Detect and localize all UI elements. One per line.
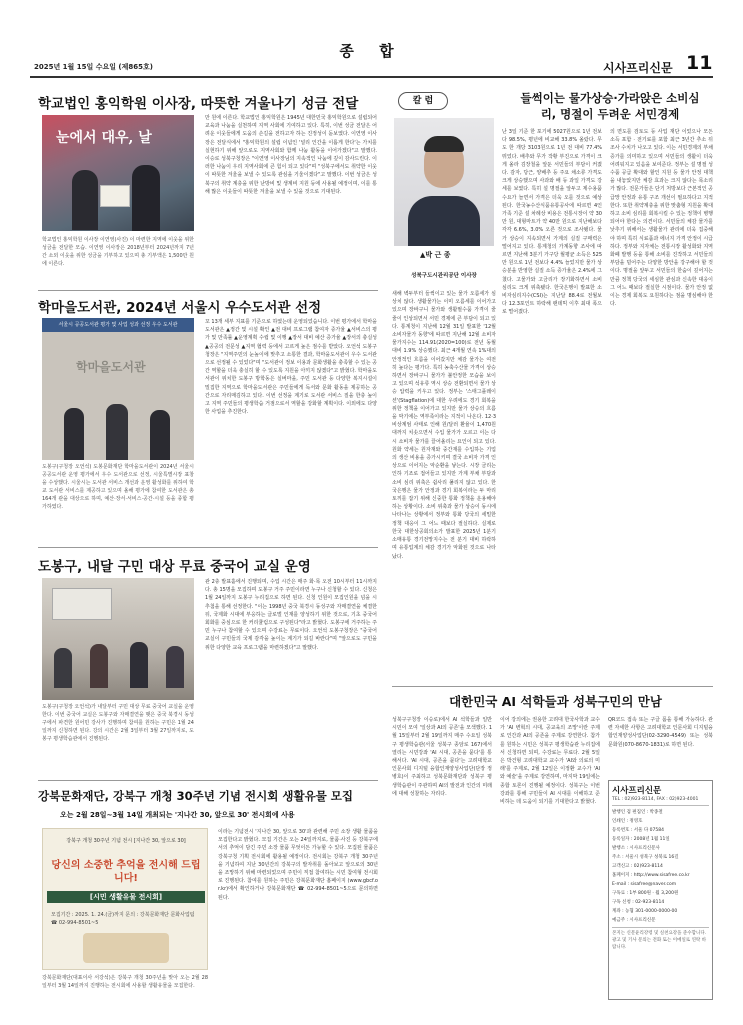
- person-figure: [132, 165, 160, 231]
- imprint-line: 계좌 : 농협 301-0000-0000-00: [612, 909, 678, 914]
- article6-body-1: 성북구구청장 이승로)에서 AI 석학들과 일반 시민이 모여 '일상과 AI의 공존'을 모색했다. 1월 15일부터 2월 19일까지 매주 수요일 성북구 평생학습관(서울 성북구 종암로 167)에서 열리는 시민강좌 'AI 시대, 공존을 묻다'를 통해서다. 'AI 시대, 공존을 묻다'는 고려대학교 인문사회 디지털 융합인재양성사업단(단장 정병호)이 주최하고 성북문화재단과 성북구 평생학습관이 주관하며 AI의 발전과 인간의 미래에 대해 성찰하는 자리다.: [392, 717, 492, 797]
- article4-body: 이라는 기념전시 '지나간 30, 앞으로 30'과 관련해 주민 소장 생활 물품을 모집한다고 밝혔다. 모집 기간은 오는 24일까지로, 물품·사진 등 강북구에서의 추억이 담긴 주민 소장 물품 무엇이든 가능할 수 있다. 모집된 물품은 강북구청 기획 전시회에 활용될 예정이다. 전시회는 강북구 개청 30주년을 기념하여 지난 30년간의 강북구의 발자취를 돌아보고 앞으로의 30년을 조망하기 위해 마련되었으며 주민이 직접 참여하는 시민 참여형 전시회로 진행된다. 참여를 원하는 주민은 강북문화재단 홈페이지 (www.gbcf.or.kr)에서 확인하거나 강북문화재단 ☎ 02-994-8501~5으로 문의하면 된다.: [218, 829, 378, 901]
- divider: [38, 780, 378, 781]
- classroom-screen: [52, 588, 112, 620]
- imprint-rule: [612, 927, 709, 928]
- imprint-line: 주소 : 서울시 성북구 성북로 16길: [612, 855, 679, 860]
- person-figure: [106, 404, 128, 460]
- article2-headline: 학마을도서관, 2024년 서울시 우수도서관 선정: [38, 300, 322, 316]
- article3-body: 관 2층 발표홀에서 진행되며, 수업 시간은 매주 화·목 오전 10시부터 11시까지다. 총 15명을 모집하며 도봉구 거주 주민이라면 누구나 신청할 수 있다. 신청은 1월 24일까지 도봉구 누리집으로 하면 된다. 신청 인원이 모집인원을 넘을 시 추첨을 통해 선정한다. "이는 1998년 중국 북경시 동성구와 자매결연을 체결한 뒤, 국제화 시대에 부응하는 글로벌 인재를 양성하기 위한 것으로, 기초 중국어 회화를 중심으로 한 커리큘럼으로 구성된다"라고 밝혔다. 도봉구에 거주하는 주민 누구나 참여할 수 있으며 수강료는 무료이다. 오언석 도봉구청장은 "중국어 교실이 구민들의 국제 감각을 높이는 계기가 되길 바란다"며 "앞으로도 구민을 위한 다양한 교육 프로그램을 마련하겠다"고 말했다.: [205, 579, 377, 651]
- paper-name: 시사프리신문: [603, 61, 673, 75]
- article2-body: 꼬 13개 세부 지표를 기준으로 하였는데 운영되었습니다. 이번 평가에서 학마을도서관은 ▲정간 및 시설 확인 ▲전 대비 프로그램 참여자 증가율 ▲서비스의 평가 및 만족률 ▲운영계획 수립 및 이행 ▲장서 대비 예산 증가율 ▲장서의 충실성 ▲공공의 전문성 ▲지역 협력 등에서 고르게 높은 점수를 받았다. 오언석 도봉구청장은 "지역주민의 눈높이에 맞추고 소통한 결과, 학마을도서관이 우수 도서관으로 선정될 수 있었다"며 "도서관이 정보 이용과 문화생활을 충족할 수 있는 공간 역할을 더욱 충실히 할 수 있도록 지원을 아끼지 않겠다"고 밝혔다. 학마을도서관이 위치한 도봉구 방학동은 실버마을, 주민 도서관 등 다양한 복지시설이 밀집한 지역으로 학마을도서관은 주민들에게 독서와 문화 활동을 제공하는 공간으로 자리매김하고 있다. 이번 선정을 계기로 도서관 서비스 질을 한층 높이고 지역 주민들의 평생학습 거점으로서 역할을 강화할 계획이다. 이외에도 다양한 사업을 추진한다.: [205, 319, 377, 416]
- article1-photo-banner: 눈에서 대우, 날: [56, 130, 152, 146]
- imprint-contact: TEL : 02)923-8114, FAX : 02)923-4001: [612, 797, 699, 802]
- author-hair: [424, 136, 464, 152]
- article5-body-left: 난 3일 기준 한 포기에 5027원으로 1년 전보다 98.5%, 평년에 비교해 33.8% 올랐다. 무도 한 개당 3103원으로 1년 전 대비 77.4% 뛰었다. 배추와 무가 작황 부진으로 가격이 크게 올라 김장철을 앞둔 서민들의 부담이 커졌다. 감자, 당근, 양배추 등 주요 채소류 가격도 크게 상승했으며 사과와 배 등 과일 가격도 강세를 보였다. 특히 설 명절을 앞두고 제수용품 수요가 늘면서 가격은 더욱 오를 것으로 예상된다. 한국농수산식품유통공사에 따르면 4인 가족 기준 설 차례상 비용은 전통시장이 약 30만 원, 대형마트가 약 40만 원으로 지난해보다 각각 6.6%, 3.0% 오른 것으로 조사됐다. 물가 상승이 지속되면서 가계의 실질 구매력은 떨어지고 있다. 통계청의 가계동향 조사에 따르면 지난해 3분기 가구당 월평균 소득은 525만 원으로 1년 전보다 4.4% 늘었지만 물가 상승분을 반영한 실질 소득 증가율은 2.4%에 그쳤다. 고물가와 고금리가 장기화하면서 소비 심리도 크게 위축됐다. 한국은행이 발표한 소비자심리지수(CSI)는 지난달 88.4로 전월보다 12.3포인트 하락해 팬데믹 이후 최대 폭으로 떨어졌다.: [502, 129, 602, 316]
- imprint-line: 발행소 : 시사프리신문사: [612, 846, 660, 851]
- student-figure: [54, 648, 72, 688]
- article1-body: 만 원에 이른다. 학교법인 홍익학원은 1945년 대한민국 홍익학원으로 설립되어 교육과 나눔을 실천하며 지역 사회에 기여하고 있다. 특히, 이번 성금 전달은 어려운 이웃들에게 도움의 손길을 전하고자 하는 진정성이 돋보였다. 이연영 이사장은 전달식에서 "홍익학원의 설립 이념인 '널리 인간을 이롭게 한다'는 가치를 실현하기 위해 앞으로도 지역사회와 함께 나눔 활동을 이어가겠다"고 말했다. 이승로 성북구청장은 "이연영 이사장님의 지속적인 나눔에 깊이 감사드린다. 이러한 나눔이 우리 지역사회에 큰 힘이 되고 있다"며 "성북구에서도 취약한 이웃이 따뜻한 겨울을 보낼 수 있도록 관심을 기울이겠다"고 말했다. 이번 성금은 성북구의 취약 계층을 위한 난방비 및 생계비 지원 등에 사용될 예정이며, 이를 통해 많은 이웃들이 따뜻한 겨울을 보낼 수 있을 것으로 기대된다.: [205, 115, 377, 195]
- article2-photo: [42, 318, 194, 460]
- divider: [38, 547, 378, 548]
- imprint-paper-name: 시사프리신문: [612, 786, 662, 796]
- article4-headline: 강북문화재단, 강북구 개청 30주년 기념 전시회 생활유물 모집: [38, 789, 354, 803]
- library-sign: 학마을도서관: [76, 360, 146, 374]
- article4-caption: 강북문화재단(대표이사 서강석)은 강북구 개청 30주년을 맞아 오는 2월 28일부터 3월 14일까지 진행하는 전시회에 사용할 생활유물을 모집한다.: [42, 975, 208, 989]
- article4-subtitle: 오는 2월 28일~3월 14일 개최되는 '지나간 30, 앞으로 30' 전시회에 사용: [60, 811, 295, 819]
- donation-board: [100, 185, 130, 207]
- article4-poster: [42, 828, 208, 970]
- article6-body-2: 이어 강의에는 권용한 고려대 한국사학과 교수가 'AI 변혁의 시대, 공교육의 조망'이란 주제로 인간과 AI의 공존을 주제로 강연한다. 참가를 원하는 시민은 성북구 평생학습관 누리집에서 신청하면 되며, 수강료는 무료다. 2월 5일은 박건형 고려대학교 교수가 'AI와 의료의 미래'를 주제로, 2월 12일은 이정환 교수가 'AI와 예술'을 주제로 강연하며, 마지막 19일에는 종합 토론이 진행될 예정이다. 성북구는 이번 강좌를 통해 구민들이 AI 시대를 이해하고 준비하는 데 도움이 되기를 기대한다고 밝혔다.: [500, 717, 600, 806]
- column-author-photo: [394, 118, 494, 246]
- imprint-line: 등록번호 : 서울 다 07584: [612, 828, 664, 833]
- imprint-line: 등록일자 : 2008년 1월 11일: [612, 837, 670, 842]
- page-number: 11: [686, 52, 713, 74]
- student-figure: [130, 642, 148, 688]
- column-body: 새해 벽두부터 들썩이고 있는 물가 오름세가 심상치 않다. 생활물가는 이미 오름세를 이어가고 있으며 장바구니 물가와 생활필수품 가격이 줄줄이 인상되면서 서민 경제에 큰 부담이 되고 있다. 통계청이 지난해 12월 31일 발표한 '12월 소비자물가 동향'에 따르면 지난해 12월 소비자물가지수는 114.91(2020=100)로 전년 동월 대비 1.9% 상승했다. 최근 4개월 연속 1%대의 안정적인 흐름을 이어갔지만 체감 물가는 여전히 높다는 평가다. 특히 농축수산물 가격이 상승하면서 장바구니 물가가 불안정한 모습을 보이고 있으며 석유류 역시 상승 전환되면서 물가 상승 압력을 키우고 있다. 정부는 '스태그플레이션'(Stagflation)에 대한 우려에도 경기 회복을 위한 정책을 이어가고 있지만 물가 상승의 흐름을 막기에는 역부족이라는 지적이 나온다. 12·3 비상계엄 사태로 인해 원/달러 환율이 1,470원대까지 치솟으면서 수입 물가가 오르고 이는 다시 소비자 물가를 끌어올리는 요인이 되고 있다. 원화 약세는 원자재와 중간재를 수입하는 기업의 생산 비용을 증가시키며 결국 소비자 가격 인상으로 이어지는 악순환을 낳는다. 시장 금리는 인하 기조로 접어들고 있지만 가계 부채 부담과 소비 심리 위축은 쉽사리 풀리지 않고 있다. 한국은행은 물가 안정과 경기 회복이라는 두 마리 토끼를 잡기 위해 신중한 통화 정책을 운용해야 하는 상황이다. 소비 위축과 물가 상승이 동시에 나타나는 상황에서 정부와 통화 당국의 세밀한 정책 대응이 그 어느 때보다 절실하다. 실제로 한국 대한상공회의소가 발표한 2025년 1분기 소매유통 경기전망지수는 전 분기 대비 하락하며 유통업계의 체감 경기가 악화된 것으로 나타났다.: [392, 291, 496, 560]
- section-title: 종 합: [339, 42, 404, 60]
- article1-headline: 학교법인 홍익학원 이사장, 따뜻한 겨울나기 성금 전달: [38, 96, 359, 112]
- article5-headline: 들썩이는 물가상승·가라앉은 소비심리, 명절이 두려운 서민경제: [520, 91, 700, 121]
- person-figure: [150, 410, 170, 460]
- column-label: 칼 럼: [398, 92, 448, 110]
- divider: [392, 686, 713, 687]
- article1-caption: 학교법인 홍익학원 이사장 이연영(사진) 이 마련한 지역에 이웃을 위한 성금을 전달한 모습. 이연영 이사장은 2018년부터 2024년까지 7년간 소외 이웃을 위한 성금을 기부하고 있으며 총 기부액은 1,500만 원에 이른다.: [42, 237, 194, 267]
- poster-artwork: [83, 933, 169, 963]
- article6-headline: 대한민국 AI 석학들과 성북구민의 만남: [449, 694, 662, 709]
- student-figure: [90, 644, 108, 688]
- imprint-line: 고객신고 : 02)923-8114: [612, 864, 663, 869]
- author-suit: [408, 196, 480, 246]
- imprint-line: 예금주 : 시사프리신문: [612, 918, 656, 923]
- imprint-line: 홈페이지 : http://www.sisafree.co.kr: [612, 873, 690, 878]
- student-figure: [166, 646, 184, 688]
- article5-body-right: 의 면도를 검토도 등 사업 재단 이었으나 모든 소득 포함 · 전기료를 포함 최근 3년간 추소 뒤 조사 수치가 나오고 있다. 이는 서민경제의 부채 증가를 의미하고 있으며 서민들의 생활이 더욱 어려워지고 있음을 보여준다. 정부는 설 명절 성수품 공급 확대와 할인 지원 등 물가 안정 대책을 내놓았지만 체감 효과는 크지 않다는 목소리가 많다. 전문가들은 단기 처방보다 근본적인 공급망 안정과 유통 구조 개선이 필요하다고 지적한다. 또한 취약계층을 위한 맞춤형 지원을 확대하고 소비 심리를 회복시킬 수 있는 정책이 병행되어야 한다는 의견이다. 서민들의 체감 물가를 낮추기 위해서는 생활물가 관리에 더욱 집중해야 하며 특히 식료품과 에너지 가격 안정이 시급하다. 정부와 지자체는 전통시장 활성화와 지역화폐 발행 등을 통해 소비를 진작하고 서민들의 부담을 덜어주는 다양한 방안을 강구해야 할 것이다. 명절을 앞두고 서민들의 한숨이 깊어지는 만큼 정책 당국의 세심한 관심과 신속한 대응이 그 어느 때보다 절실한 시점이다. 물가 안정 없이는 경제 회복도 요원하다는 점을 명심해야 한다.: [610, 129, 713, 308]
- person-figure: [72, 170, 98, 230]
- imprint-line: E-mail : sisafree@naver.com: [612, 882, 677, 887]
- article1-photo: [42, 115, 194, 231]
- poster-main-text: 당신의 소중한 추억을 전시해 드립니다!: [51, 860, 201, 884]
- imprint-line: 구독료 : 1부 800원 · 월 3,200원: [612, 891, 679, 896]
- article2-banner: 서울시 공공도서관 평가 및 사업 성과 선정 우수 도서관: [42, 318, 194, 332]
- column-author-affiliation: 성북구도시관리공단 이사장: [411, 273, 477, 279]
- column-author-name: ▲박 근 종: [420, 251, 451, 259]
- article3-caption: 도봉구(구청장 오언석)가 내달부터 구민 대상 무료 중국어 교실을 운영한다. 이번 중국어 교실은 도봉구와 자매결연을 맺은 중국 북경시 동성구에서 파견한 원어민 강사가 진행하며 참여를 원하는 구민은 1월 24일까지 신청하면 된다. 강의 시간은 2월 3일부터 3월 27일까지로, 도봉구 평생학습관에서 진행된다.: [42, 704, 194, 742]
- imprint-line: 인쇄인 : 정영호: [612, 819, 643, 824]
- article6-body-3: QR코드 접속 또는 구글 폼을 통해 가능하다. 관련 자세한 사항은 고려대학교 인문사회 디지털융합인재양성사업단(02-3290-4549) 또는 성북문화원(070-8670-1831)로 하면 된다.: [608, 717, 713, 748]
- imprint-lines: [612, 808, 709, 925]
- article3-headline: 도봉구, 내달 구민 대상 무료 중국어 교실 운영: [38, 559, 311, 575]
- imprint-rule: [612, 805, 709, 806]
- divider: [38, 290, 378, 291]
- poster-heading: 강북구 개청 30주년 기념 전시 [지나간 30, 앞으로 30]: [66, 838, 186, 844]
- poster-info: 모집기간 : 2025. 1. 24.(금)까지 문의 : 강북문화재단 문화사업팀 ☎ 02-994-8501~5: [51, 912, 195, 926]
- article2-caption: 도봉구(구청장 오언석) 도봉문화재단 학마을도서관이 2024년 서울시 공공도서관 운영 평가에서 우수 도서관으로 선정, 시울특별시장 표창을 수상했다. 시울시는 도서관 서비스 개선과 운영 활성화를 위하여 학교 도서관 서비스를 제공하고 있으며 올해 평가에 참여한 도서관은 총 164개 관을 대상으로 하며, 예산·장서·서비스·공간·시설 등을 종합 평가하였다.: [42, 464, 194, 510]
- imprint-box: [608, 780, 713, 1000]
- issue-date: 2025년 1월 15일 수요일 (제865호): [34, 63, 153, 71]
- imprint-line: 구독 신청 : 02-923-8114: [612, 900, 665, 905]
- poster-sub-text: [시민 생활유물 전시회]: [47, 891, 205, 903]
- imprint-line: 발행인 겸 편집인 : 박종철: [612, 810, 663, 815]
- article3-photo: [42, 578, 194, 700]
- masthead-rule: [30, 76, 713, 78]
- imprint-note: 본지는 신문윤리강령 및 실천요강을 준수합니다. 광고 및 기사 문의는 전화 또는 이메일로 연락 바랍니다.: [612, 931, 707, 950]
- person-figure: [64, 408, 84, 460]
- masthead: [0, 0, 743, 76]
